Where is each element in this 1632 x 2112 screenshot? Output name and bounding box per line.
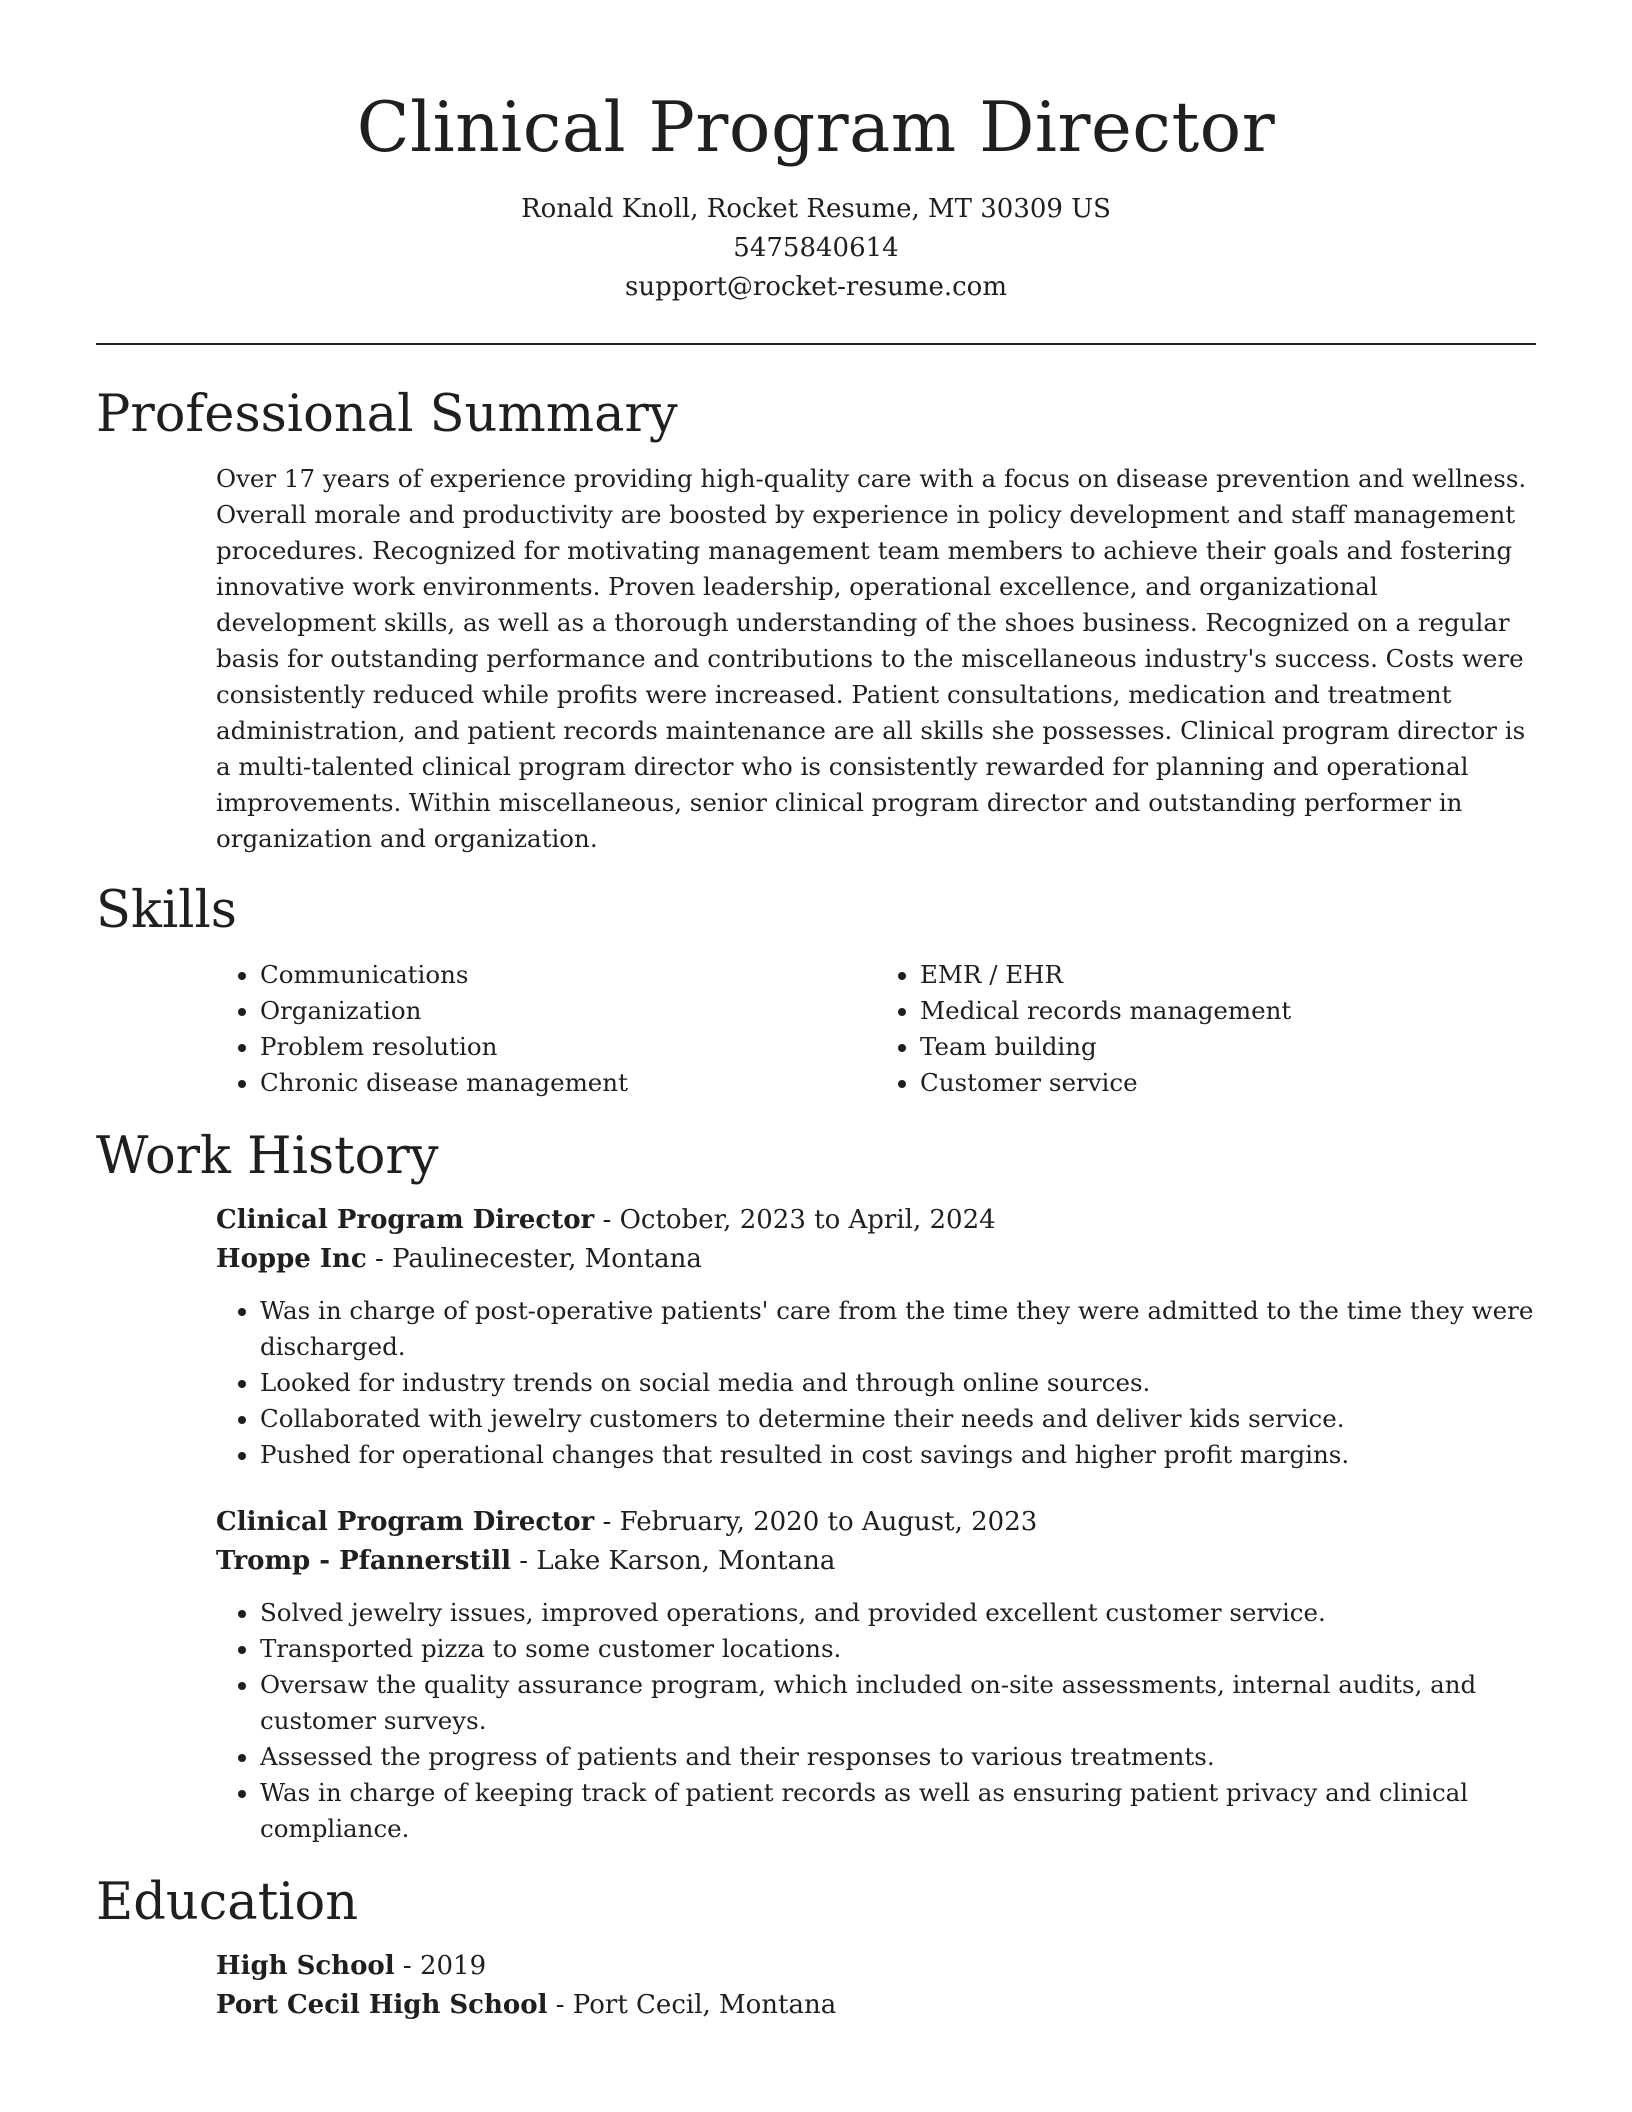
job-bullet: • Was in charge of keeping track of patient records as well as ensuring patient privacy and clinical compliance. bbox=[260, 1775, 1536, 1847]
resume-page bbox=[96, 0, 1536, 2025]
job-bullet: • Collaborated with jewelry customers to determine their needs and deliver kids service. bbox=[260, 1401, 1536, 1437]
contact-info bbox=[96, 190, 1536, 307]
education-year: - 2019 bbox=[394, 1951, 487, 1981]
skill-item: • EMR / EHR bbox=[920, 957, 1536, 993]
work-heading: Work History bbox=[96, 1127, 439, 1186]
job-bullets bbox=[216, 1595, 1536, 1847]
skill-item: • Medical records management bbox=[920, 993, 1536, 1029]
job-title-line bbox=[216, 1503, 1536, 1542]
contact-address: Ronald Knoll, Rocket Resume, MT 30309 US bbox=[521, 194, 1111, 224]
job-company: Tromp - Pfannerstill bbox=[216, 1546, 511, 1576]
job-company-line bbox=[216, 1240, 1536, 1279]
job-company-line bbox=[216, 1542, 1536, 1581]
education-school-line bbox=[216, 1986, 1536, 2025]
resume-header bbox=[96, 0, 1536, 307]
job-dates: - October, 2023 to April, 2024 bbox=[594, 1205, 996, 1235]
job-bullet: • Oversaw the quality assurance program, which included on-site assessments, internal audits, and customer surveys. bbox=[260, 1667, 1536, 1739]
education-section bbox=[96, 1871, 1536, 2025]
job-location: - Paulinecester, Montana bbox=[366, 1244, 702, 1274]
work-section bbox=[96, 1125, 1536, 1847]
contact-email: support@rocket-resume.com bbox=[624, 272, 1007, 302]
job-entry bbox=[216, 1503, 1536, 1847]
summary-text: Over 17 years of experience providing high-quality care with a focus on disease prevention and wellness. Overall morale and productivity are boosted by experience in policy development and staff management procedures. Recognized for motivating management team members to achieve their goals and fostering innovative work environments. Proven leadership, operational excellence, and organizational development skills, as well as a thorough understanding of the shoes business. Recognized on a regular basis for outstanding performance and contributions to the miscellaneous industry's success. Costs were consistently reduced while profits were increased. Patient consultations, medication and treatment administration, and patient records maintenance are all skills she possesses. Clinical program director is a multi-talented clinical program director who is consistently rewarded for planning and operational improvements. Within miscellaneous, senior clinical program director and outstanding performer in organization and organization. bbox=[216, 464, 1527, 853]
skill-item: • Problem resolution bbox=[260, 1029, 876, 1065]
job-bullet: • Was in charge of post-operative patients' care from the time they were admitted to the time they were discharged. bbox=[260, 1293, 1536, 1365]
job-bullets bbox=[216, 1293, 1536, 1473]
skills-column-right bbox=[876, 957, 1536, 1101]
skill-item: • Communications bbox=[260, 957, 876, 993]
job-company: Hoppe Inc bbox=[216, 1244, 367, 1274]
education-location: - Port Cecil, Montana bbox=[547, 1990, 837, 2020]
job-title-line bbox=[216, 1201, 1536, 1240]
contact-phone: 5475840614 bbox=[733, 233, 899, 263]
job-bullet: • Transported pizza to some customer locations. bbox=[260, 1631, 1536, 1667]
education-degree: High School bbox=[216, 1951, 395, 1981]
resume-name: Clinical Program Director bbox=[356, 88, 1276, 168]
education-school: Port Cecil High School bbox=[216, 1990, 548, 2020]
job-dates: - February, 2020 to August, 2023 bbox=[594, 1507, 1038, 1537]
skill-item: • Team building bbox=[920, 1029, 1536, 1065]
job-location: - Lake Karson, Montana bbox=[511, 1546, 836, 1576]
job-title: Clinical Program Director bbox=[216, 1205, 595, 1235]
skills-section bbox=[96, 879, 1536, 1101]
skills-body bbox=[216, 957, 1536, 1101]
job-bullet: • Pushed for operational changes that resulted in cost savings and higher profit margins. bbox=[260, 1437, 1536, 1473]
skill-item: • Organization bbox=[260, 993, 876, 1029]
job-entry bbox=[216, 1201, 1536, 1473]
header-divider bbox=[96, 343, 1536, 345]
skill-item: • Customer service bbox=[920, 1065, 1536, 1101]
job-bullet: • Looked for industry trends on social media and through online sources. bbox=[260, 1365, 1536, 1401]
job-bullet: • Assessed the progress of patients and their responses to various treatments. bbox=[260, 1739, 1536, 1775]
skills-grid bbox=[216, 957, 1536, 1101]
summary-section bbox=[96, 383, 1536, 857]
job-bullet: • Solved jewelry issues, improved operations, and provided excellent customer service. bbox=[260, 1595, 1536, 1631]
summary-heading: Professional Summary bbox=[96, 385, 678, 444]
skills-column-left bbox=[216, 957, 876, 1101]
summary-body bbox=[216, 461, 1536, 857]
education-entry bbox=[216, 1947, 1536, 2025]
skills-heading: Skills bbox=[96, 881, 237, 940]
job-title: Clinical Program Director bbox=[216, 1507, 595, 1537]
education-heading: Education bbox=[96, 1873, 359, 1932]
skill-item: • Chronic disease management bbox=[260, 1065, 876, 1101]
education-degree-line bbox=[216, 1947, 1536, 1986]
